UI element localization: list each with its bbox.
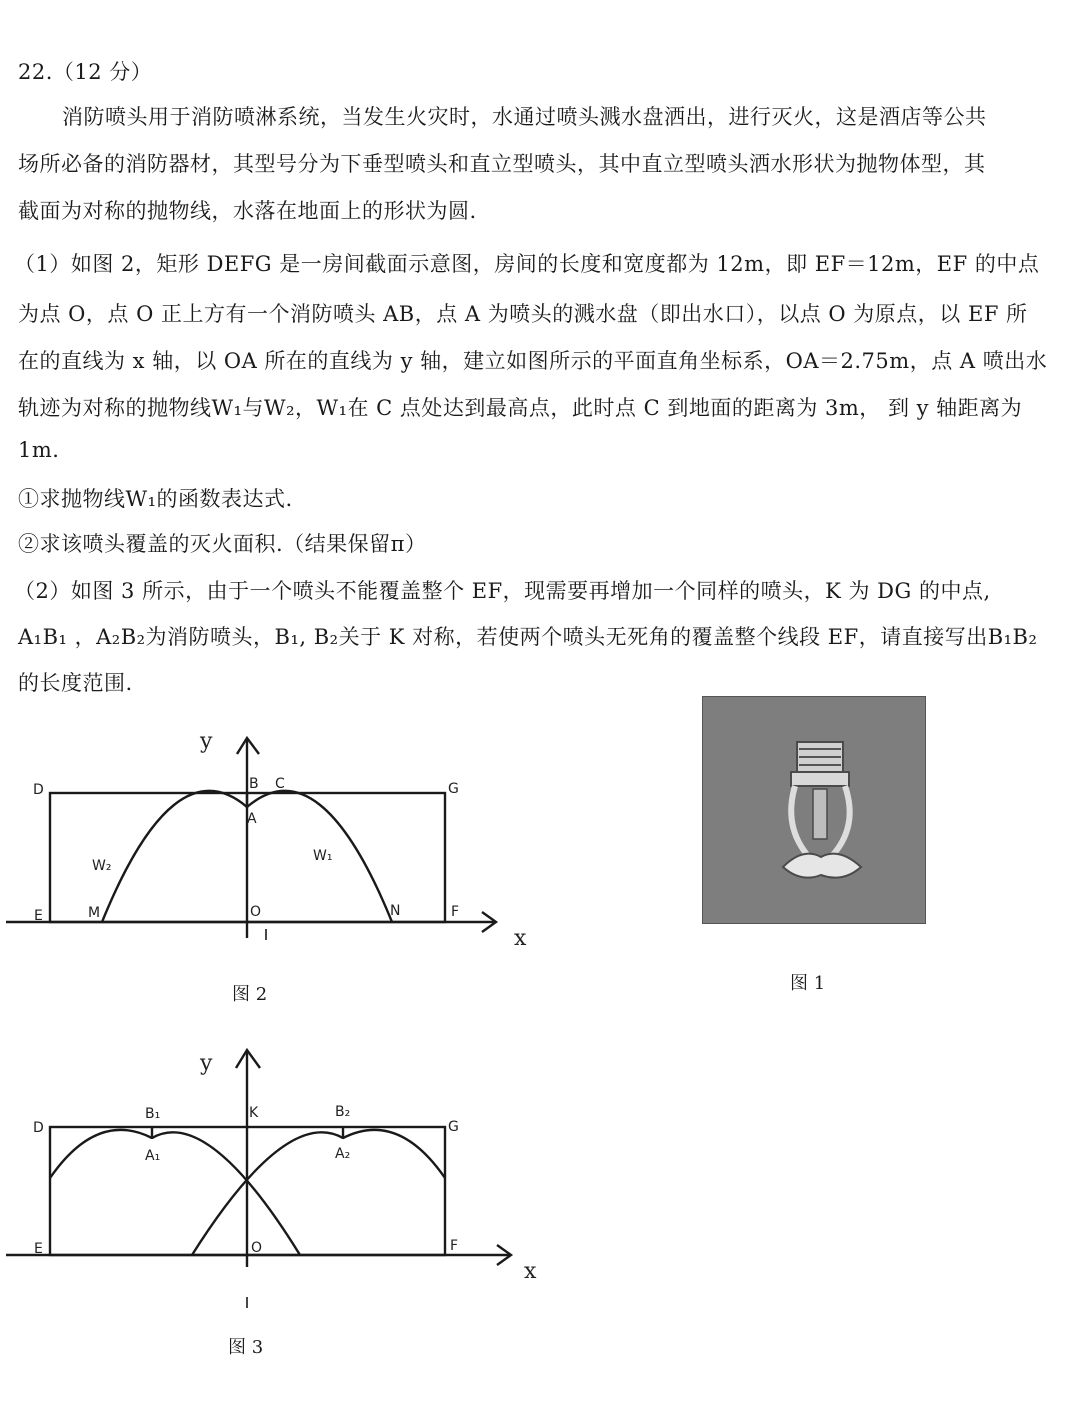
- part1-line: 为点 O，点 O 正上方有一个消防喷头 AB，点 A 为喷头的溅水盘（即出水口），以点 O 为原点，以 EF 所: [18, 302, 1028, 326]
- label-w1: W₁: [313, 848, 333, 864]
- point-a2: A₂: [335, 1146, 351, 1162]
- point-b2: B₂: [335, 1104, 351, 1120]
- part2-line: A₁B₁ ，A₂B₂为消防喷头，B₁, B₂关于 K 对称，若使两个喷头无死角的覆盖整个线段 EF，请直接写出B₁B₂: [18, 625, 1038, 649]
- point-g: G: [448, 781, 459, 797]
- intro-line: 场所必备的消防器材，其型号分为下垂型喷头和直立型喷头，其中直立型喷头洒水形状为抛物体型，其: [18, 152, 986, 176]
- parabola-a2-right: [343, 1130, 445, 1178]
- y-axis-label: y: [200, 729, 213, 754]
- intro-line: 消防喷头用于消防喷淋系统，当发生火灾时，水通过喷头溅水盘洒出，进行灭火，这是酒店等公共: [62, 105, 987, 129]
- parabola-a1-left: [50, 1130, 152, 1178]
- point-o: O: [251, 1240, 263, 1256]
- point-f: F: [451, 904, 460, 920]
- point-d: D: [33, 782, 44, 798]
- part1-line: 轨迹为对称的抛物线W₁与W₂，W₁在 C 点处达到最高点，此时点 C 到地面的距离为 3m， 到 y 轴距离为: [18, 396, 1023, 420]
- problem-header: 22.（12 分）: [18, 60, 153, 84]
- part2-line: （2）如图 3 所示，由于一个喷头不能覆盖整个 EF，现需要再增加一个同样的喷头，K 为 DG 的中点,: [14, 579, 991, 603]
- part1-line: （1）如图 2，矩形 DEFG 是一房间截面示意图，房间的长度和宽度都为 12m，即 EF＝12m，EF 的中点: [14, 252, 1040, 276]
- point-k: K: [249, 1105, 259, 1121]
- label-w2: W₂: [92, 858, 112, 874]
- point-g: G: [448, 1119, 459, 1135]
- point-e: E: [34, 908, 43, 924]
- point-b: B: [249, 776, 259, 792]
- question-1: ①求抛物线W₁的函数表达式.: [18, 487, 293, 511]
- x-axis-label: x: [524, 1259, 537, 1284]
- point-d: D: [33, 1120, 44, 1136]
- point-b1: B₁: [145, 1106, 161, 1122]
- part1-line: 在的直线为 x 轴，以 OA 所在的直线为 y 轴，建立如图所示的平面直角坐标系，OA＝2.75m，点 A 喷出水: [18, 349, 1048, 373]
- point-c: C: [275, 776, 285, 792]
- point-f: F: [450, 1238, 459, 1254]
- part1-line: 1m.: [18, 438, 60, 462]
- figure-3: [0, 0, 560, 1340]
- point-a1: A₁: [145, 1148, 161, 1164]
- point-m: M: [88, 905, 101, 921]
- question-2: ②求该喷头覆盖的灭火面积.（结果保留π）: [18, 532, 427, 556]
- figure-3-caption: 图 3: [228, 1337, 264, 1358]
- intro-line: 截面为对称的抛物线，水落在地面上的形状为圆.: [18, 199, 477, 223]
- y-axis-label: y: [200, 1051, 213, 1076]
- point-n: N: [390, 903, 401, 919]
- figure-1-caption: 图 1: [790, 973, 826, 994]
- point-e: E: [34, 1241, 43, 1257]
- point-o: O: [250, 904, 262, 920]
- figure-2-caption: 图 2: [232, 984, 268, 1005]
- part2-line: 的长度范围.: [18, 671, 133, 695]
- sprinkler-icon: [703, 697, 925, 923]
- x-axis-label: x: [514, 926, 527, 951]
- point-a: A: [247, 811, 257, 827]
- sprinkler-photo: [702, 696, 926, 924]
